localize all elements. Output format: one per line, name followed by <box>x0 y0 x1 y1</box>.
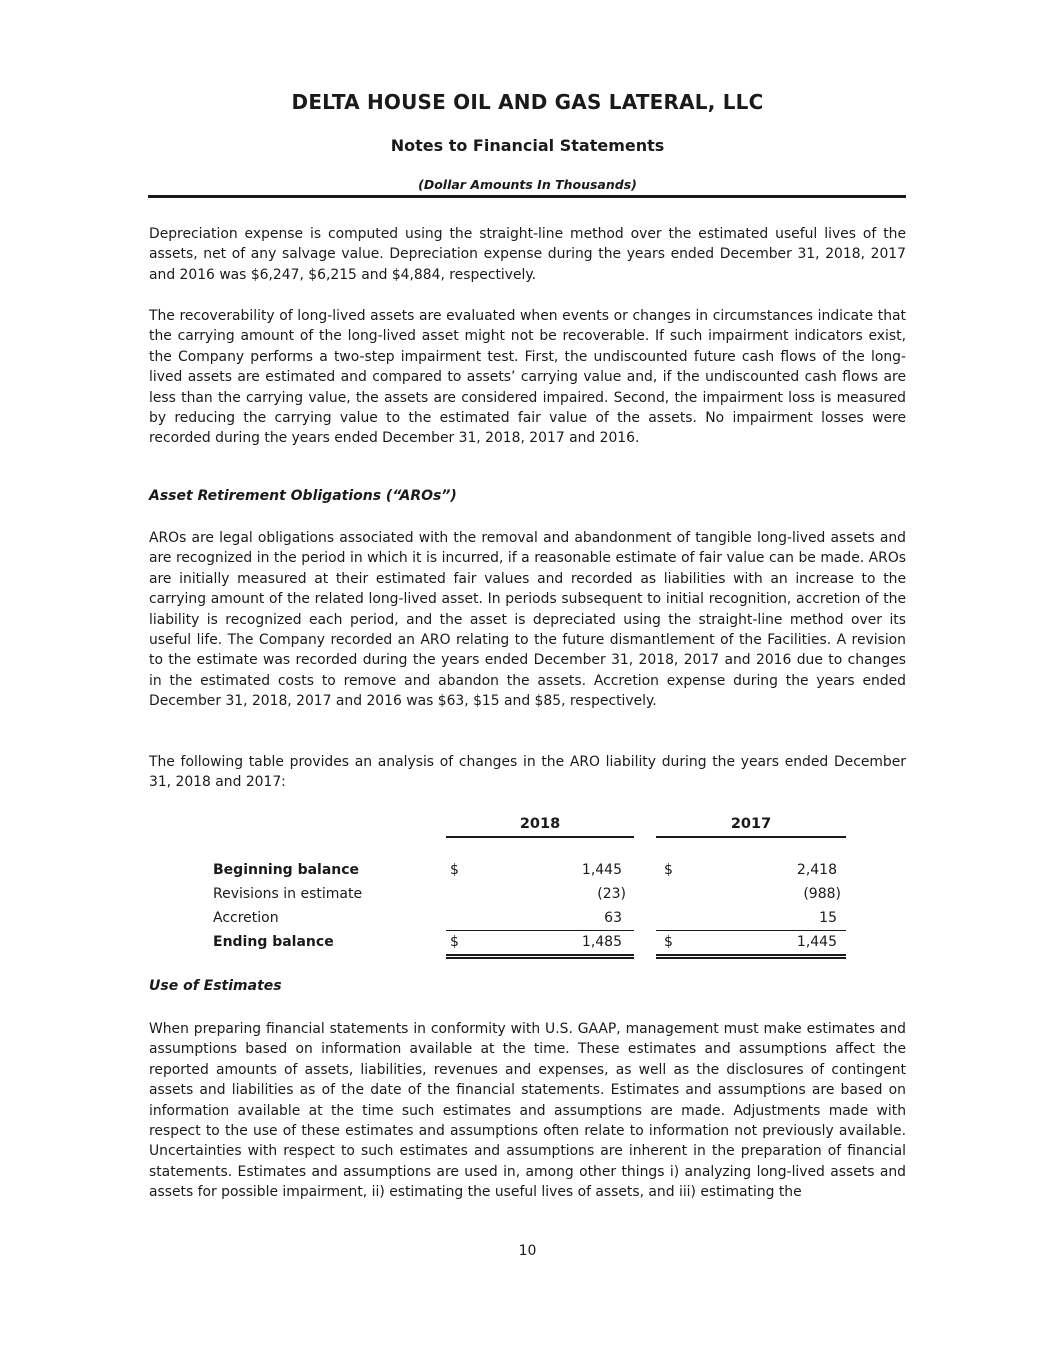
column-header-2018: 2018 <box>519 816 561 832</box>
total-rule-2018 <box>446 954 634 956</box>
table-cell-2018: 1,485 <box>581 934 622 950</box>
paragraph-table-intro: The following table provides an analysis of changes in the ARO liability during the years ended December 31, 2018 and 2017: <box>149 754 906 791</box>
page-subtitle: Notes to Financial Statements <box>390 136 665 155</box>
column-rule-2018 <box>446 836 634 838</box>
table-row-label: Accretion <box>213 910 279 926</box>
table-cell-2017: (988) <box>803 886 841 902</box>
column-rule-2017 <box>656 836 846 838</box>
currency-symbol: $ <box>664 934 673 950</box>
subtotal-rule-2018 <box>446 930 634 931</box>
table-cell-2017: 2,418 <box>796 862 837 878</box>
currency-symbol: $ <box>664 862 673 878</box>
table-row-label: Beginning balance <box>213 862 360 878</box>
paragraph-depreciation: Depreciation expense is computed using the straight-line method over the estimated useful lives of the assets, net of any salvage value. Depreciation expense during the years ended December 31, 2018, 2017 and 2016 was $6,247, $6,215 and $4,884, respectively. <box>149 226 906 283</box>
total-rule-2017 <box>656 957 846 959</box>
paragraph-aro: AROs are legal obligations associated with the removal and abandonment of tangible long-lived assets and are recognized in the period in which it is incurred, if a reasonable estimate of fair value can be made. AROs are initially measured at their estimated fair values and recorded as liabilities with an increase to the carrying amount of the related long-lived asset. In periods subsequent to initial recognition, accretion of the liability is recognized each period, and the asset is depreciated using the straight-line method over its useful life. The Company recorded an ARO relating to the future dismantlement of the Facilities. A revision to the estimate was recorded during the years ended December 31, 2018, 2017 and 2016 due to changes in the estimated costs to remove and abandon the assets. Accretion expense during the years ended December 31, 2018, 2017 and 2016 was $63, $15 and $85, respectively. <box>149 530 906 710</box>
table-cell-2018: (23) <box>597 886 626 902</box>
heading-use-of-estimates: Use of Estimates <box>149 978 282 994</box>
currency-symbol: $ <box>450 934 459 950</box>
page-number: 10 <box>518 1243 537 1259</box>
paragraph-estimates: When preparing financial statements in conformity with U.S. GAAP, management must make estimates and assumptions based on information available at the time. These estimates and assumptions affect the reported amounts of assets, liabilities, revenues and expenses, as well as the disclosures of contingent assets and liabilities as of the date of the financial statements. Estimates and assumptions are based on information available at the time such estimates and assumptions are made. Adjustments made with respect to the use of these estimates and assumptions often relate to information not previously available. Uncertainties with respect to such estimates and assumptions are inherent in the preparation of financial statements. Estimates and assumptions are used in, among other things i) analyzing long-lived assets and assets for possible impairment, ii) estimating the useful lives of assets, and iii) estimating the <box>149 1021 906 1201</box>
company-name: DELTA HOUSE OIL AND GAS LATERAL, LLC <box>291 90 764 114</box>
units-note: (Dollar Amounts In Thousands) <box>418 177 637 192</box>
column-header-2017: 2017 <box>730 816 772 832</box>
heading-aro: Asset Retirement Obligations (“AROs”) <box>149 488 457 504</box>
table-cell-2018: 63 <box>604 910 622 926</box>
table-cell-2017: 1,445 <box>796 934 837 950</box>
currency-symbol: $ <box>450 862 459 878</box>
table-cell-2018: 1,445 <box>581 862 622 878</box>
table-cell-2017: 15 <box>819 910 837 926</box>
header-rule <box>148 195 906 198</box>
subtotal-rule-2017 <box>656 930 846 931</box>
table-row-label: Revisions in estimate <box>213 886 363 902</box>
total-rule-2017 <box>656 954 846 956</box>
paragraph-recoverability: The recoverability of long-lived assets are evaluated when events or changes in circumstances indicate that the carrying amount of the long-lived asset might not be recoverable. If such impairment indicators exist, the Company performs a two-step impairment test. First, the undiscounted future cash flows of the long-lived assets are estimated and compared to assets’ carrying value and, if the undiscounted cash flows are less than the carrying value, the assets are considered impaired. Second, the impairment loss is measured by reducing the carrying value to the estimated fair value of the assets. No impairment losses were recorded during the years ended December 31, 2018, 2017 and 2016. <box>149 308 906 447</box>
table-row-label: Ending balance <box>213 934 334 950</box>
total-rule-2018 <box>446 957 634 959</box>
